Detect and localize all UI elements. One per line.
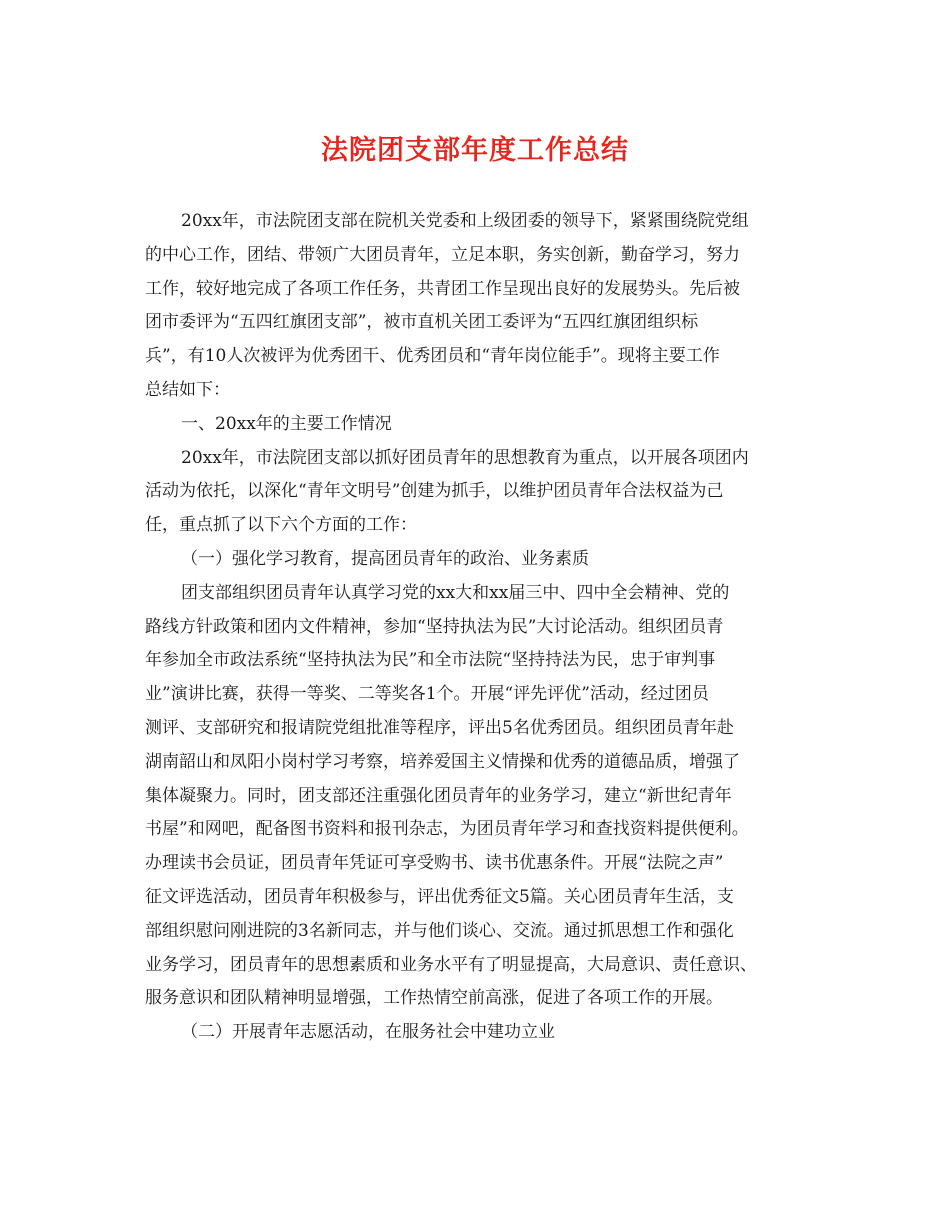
text-line: 测评、支部研究和报请院党组批准等程序，评出5名优秀团员。组织团员青年赴: [145, 717, 734, 738]
text-line: 办理读书会员证，团员青年凭证可享受购书、读书优惠条件。开展“法院之声”: [145, 853, 724, 874]
text-line: 的中心工作，团结、带领广大团员青年，立足本职，务实创新，勤奋学习，努力: [145, 244, 740, 265]
text-line: 20xx年，市法院团支部以抓好团员青年的思想教育为重点，以开展各项团内: [181, 447, 749, 468]
text-line: 湖南韶山和凤阳小岗村学习考察，培养爱国主义情操和优秀的道德品质，增强了: [145, 751, 740, 772]
text-line: （二）开展青年志愿活动，在服务社会中建功立业: [181, 1022, 555, 1043]
text-line: 一、20xx年的主要工作情况: [181, 413, 392, 434]
text-line: 兵”，有10人次被评为优秀团干、优秀团员和“青年岗位能手”。现将主要工作: [145, 346, 720, 367]
text-line: 总结如下：: [145, 379, 230, 400]
text-line: 征文评选活动，团员青年积极参与，评出优秀征文5篇。关心团员青年生活，支: [145, 886, 734, 907]
document-body: [145, 205, 805, 1050]
text-line: 任，重点抓了以下六个方面的工作：: [145, 515, 417, 536]
text-line: 路线方针政策和团内文件精神，参加“坚持执法为民”大讨论活动。组织团员青: [145, 616, 724, 637]
text-line: 服务意识和团队精神明显增强，工作热情空前高涨，促进了各项工作的开展。: [145, 988, 723, 1009]
text-line: 年参加全市政法系统“坚持执法为民”和全市法院“坚持持法为民，忠于审判事: [145, 650, 716, 671]
text-line: 活动为依托，以深化“青年文明号”创建为抓手，以维护团员青年合法权益为己: [145, 481, 724, 502]
text-line: 部组织慰问刚进院的3名新同志，并与他们谈心、交流。通过抓思想工作和强化: [145, 920, 734, 941]
text-line: （一）强化学习教育，提高团员青年的政治、业务素质: [181, 548, 589, 569]
text-line: 业”演讲比赛，获得一等奖、二等奖各1个。开展“评先评优”活动，经过团员: [145, 684, 709, 705]
text-line: 书屋”和网吧，配备图书资料和报刊杂志，为团员青年学习和查找资料提供便利。: [145, 819, 749, 840]
text-line: 业务学习，团员青年的思想素质和业务水平有了明显提高，大局意识、责任意识、: [145, 954, 757, 975]
text-line: 集体凝聚力。同时，团支部还注重强化团员青年的业务学习，建立“新世纪青年: [145, 785, 732, 806]
text-line: 团支部组织团员青年认真学习党的xx大和xx届三中、四中全会精神、党的: [181, 582, 730, 603]
document-title: 法院团支部年度工作总结: [321, 135, 629, 166]
text-line: 20xx年，市法院团支部在院机关党委和上级团委的领导下，紧紧围绕院党组: [181, 211, 749, 231]
text-line: 工作，较好地完成了各项工作任务，共青团工作呈现出良好的发展势头。先后被: [145, 278, 740, 299]
text-line: 团市委评为“五四红旗团支部”，被市直机关团工委评为“五四红旗团组织标: [145, 312, 699, 333]
